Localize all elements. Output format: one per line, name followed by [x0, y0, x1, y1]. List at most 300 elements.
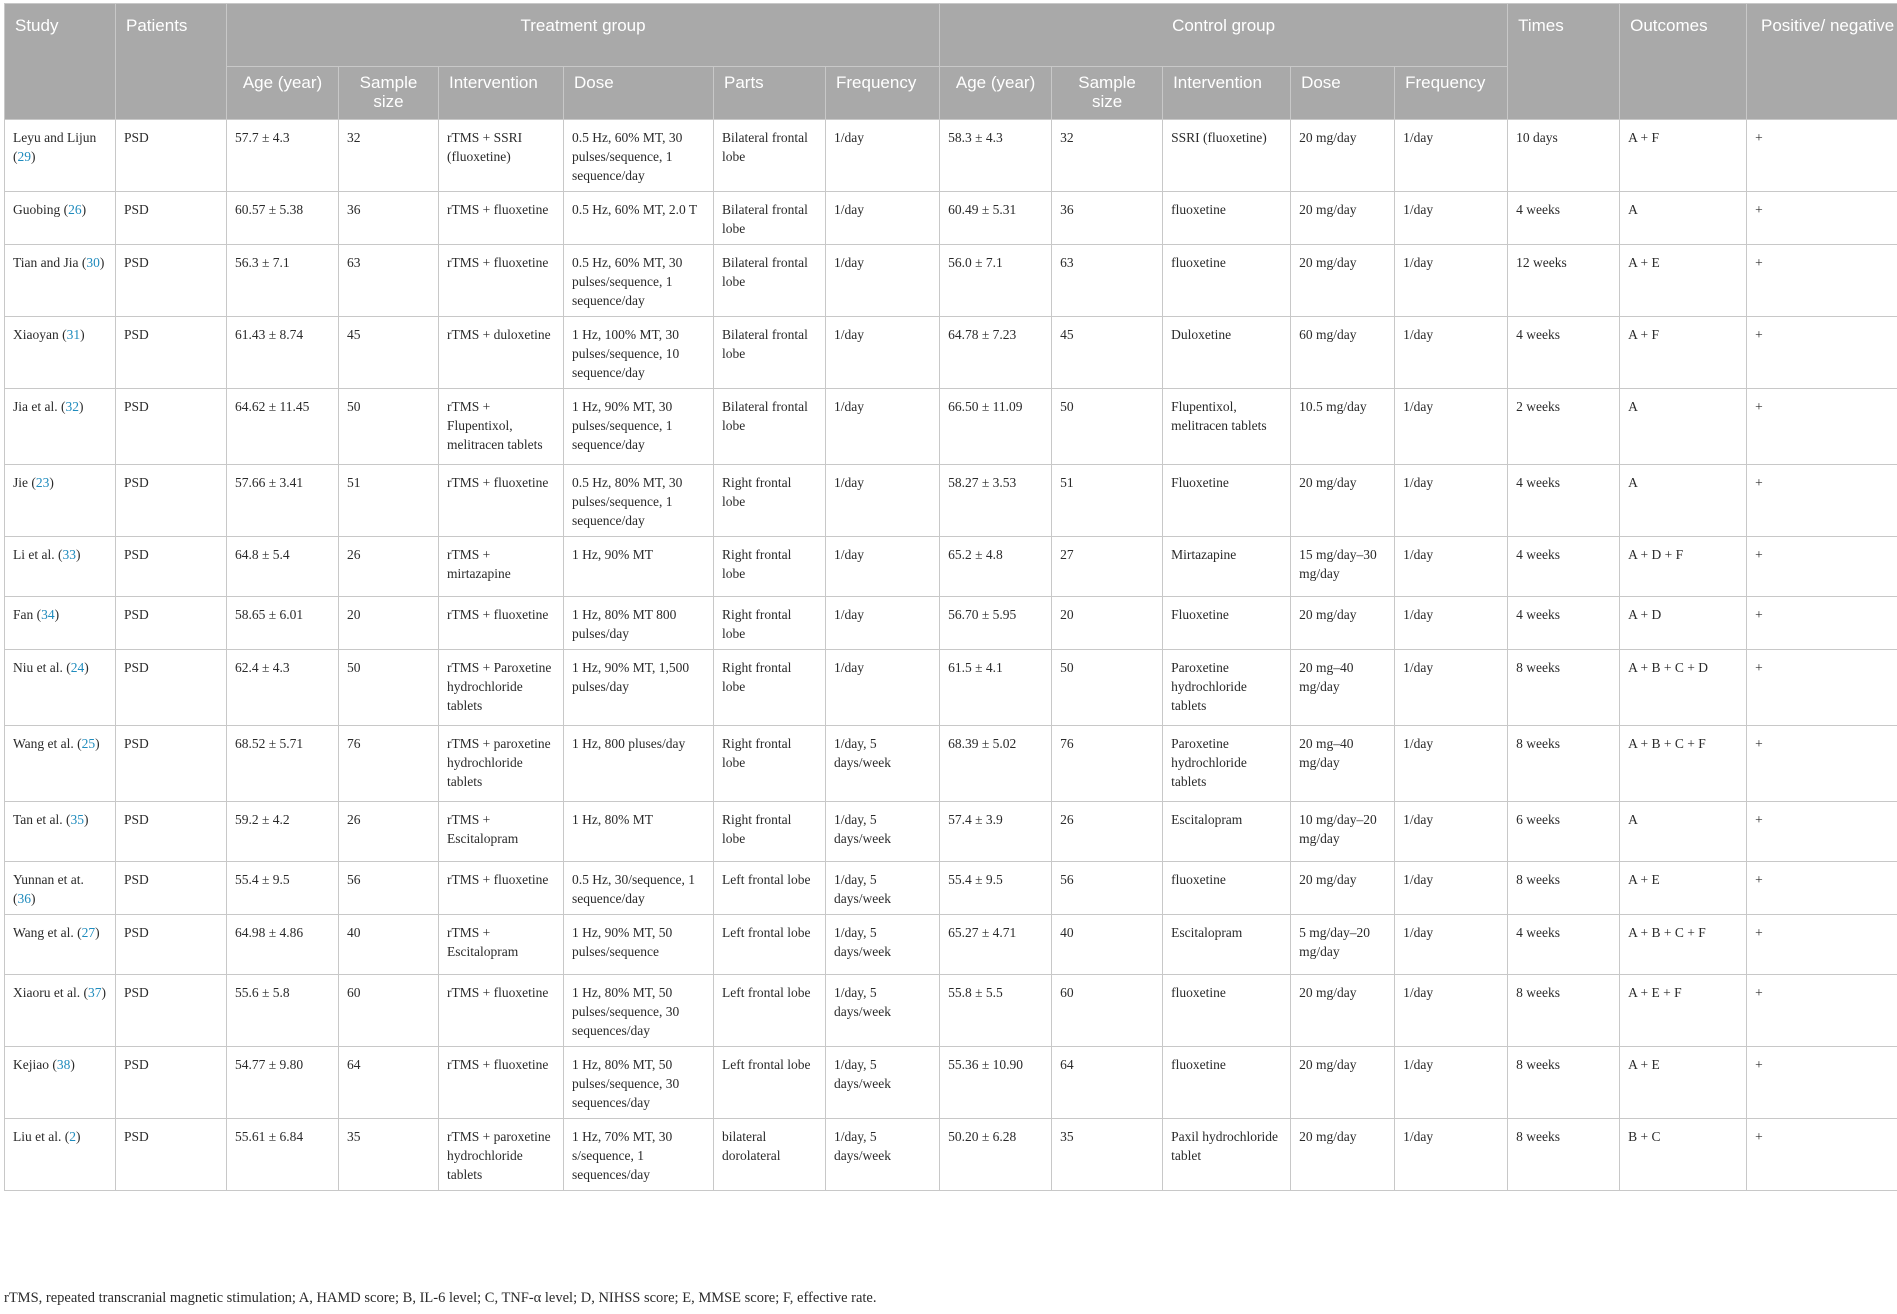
cell-treatment-parts: Left frontal lobe [714, 862, 826, 915]
cell-treatment-sample-size: 76 [339, 726, 439, 802]
cell-study [5, 245, 116, 317]
cell-control-intervention: Paroxetine hydrochloride tablets [1163, 650, 1291, 726]
cell-treatment-parts: Left frontal lobe [714, 915, 826, 975]
header-treatment-age: Age (year) [227, 67, 339, 120]
cell-positive-negative: + [1747, 120, 1897, 192]
cell-outcomes: A + B + C + D [1620, 650, 1747, 726]
cell-outcomes: A [1620, 465, 1747, 537]
studies-table [4, 3, 1897, 1191]
table-row [5, 1047, 1897, 1119]
cell-times: 8 weeks [1508, 975, 1620, 1047]
table-header [5, 4, 1897, 120]
cell-control-dose: 20 mg/day [1291, 1119, 1395, 1191]
cell-study [5, 650, 116, 726]
cell-treatment-age: 55.6 ± 5.8 [227, 975, 339, 1047]
cell-treatment-frequency: 1/day [826, 192, 940, 245]
cell-treatment-frequency: 1/day, 5 days/week [826, 1119, 940, 1191]
cell-treatment-age: 55.61 ± 6.84 [227, 1119, 339, 1191]
cell-patients: PSD [116, 537, 227, 597]
cell-times: 8 weeks [1508, 1047, 1620, 1119]
study-name: Guobing ( [13, 202, 69, 217]
cell-outcomes: A [1620, 389, 1747, 465]
cell-control-age: 61.5 ± 4.1 [940, 650, 1052, 726]
table-row [5, 537, 1897, 597]
cell-treatment-frequency: 1/day, 5 days/week [826, 1047, 940, 1119]
cell-patients: PSD [116, 975, 227, 1047]
cell-outcomes: A + E [1620, 245, 1747, 317]
cell-treatment-sample-size: 50 [339, 389, 439, 465]
cell-patients: PSD [116, 1119, 227, 1191]
cell-control-frequency: 1/day [1395, 389, 1508, 465]
cell-treatment-age: 68.52 ± 5.71 [227, 726, 339, 802]
cell-positive-negative: + [1747, 915, 1897, 975]
cell-treatment-parts: Bilateral frontal lobe [714, 389, 826, 465]
cell-times: 4 weeks [1508, 537, 1620, 597]
cell-control-age: 56.70 ± 5.95 [940, 597, 1052, 650]
table-row [5, 245, 1897, 317]
study-name: Liu et al. ( [13, 1129, 70, 1144]
cell-study [5, 317, 116, 389]
header-control-sample-size: Sample size [1052, 67, 1163, 120]
cell-control-sample-size: 26 [1052, 802, 1163, 862]
header-patients: Patients [116, 4, 227, 120]
cell-times: 2 weeks [1508, 389, 1620, 465]
cell-treatment-dose: 0.5 Hz, 30/sequence, 1 sequence/day [564, 862, 714, 915]
cell-study [5, 1119, 116, 1191]
reference-link[interactable]: 30 [86, 255, 100, 270]
table-footnote: rTMS, repeated transcranial magnetic stimulation; A, HAMD score; B, IL-6 level; C, TNF-α level; D, NIHSS score; E, MMSE score; F, effective rate. [4, 1290, 877, 1306]
study-paren-close: ) [81, 202, 87, 217]
cell-treatment-sample-size: 26 [339, 537, 439, 597]
cell-outcomes: A + B + C + F [1620, 726, 1747, 802]
cell-study [5, 975, 116, 1047]
reference-link[interactable]: 38 [56, 1057, 71, 1072]
study-name: Li et al. ( [13, 547, 63, 562]
cell-positive-negative: + [1747, 389, 1897, 465]
table-row [5, 1119, 1897, 1191]
cell-control-dose: 20 mg/day [1291, 975, 1395, 1047]
cell-treatment-parts: Right frontal lobe [714, 597, 826, 650]
cell-outcomes: A + B + C + F [1620, 915, 1747, 975]
cell-control-age: 60.49 ± 5.31 [940, 192, 1052, 245]
cell-control-intervention: SSRI (fluoxetine) [1163, 120, 1291, 192]
cell-treatment-age: 58.65 ± 6.01 [227, 597, 339, 650]
cell-treatment-age: 59.2 ± 4.2 [227, 802, 339, 862]
study-paren-close: ) [99, 255, 105, 270]
cell-control-age: 56.0 ± 7.1 [940, 245, 1052, 317]
table-row [5, 389, 1897, 465]
cell-times: 4 weeks [1508, 317, 1620, 389]
cell-treatment-parts: Right frontal lobe [714, 726, 826, 802]
table-row [5, 465, 1897, 537]
cell-control-age: 65.2 ± 4.8 [940, 537, 1052, 597]
cell-treatment-dose: 1 Hz, 80% MT [564, 802, 714, 862]
cell-times: 8 weeks [1508, 726, 1620, 802]
header-positive-negative: Positive/ negative [1747, 4, 1897, 120]
cell-outcomes: A + D + F [1620, 537, 1747, 597]
study-paren-close: ) [31, 149, 36, 164]
cell-times: 8 weeks [1508, 650, 1620, 726]
cell-treatment-dose: 1 Hz, 70% MT, 30 s/sequence, 1 sequences/day [564, 1119, 714, 1191]
cell-treatment-intervention: rTMS + paroxetine hydrochloride tablets [439, 726, 564, 802]
cell-control-age: 55.8 ± 5.5 [940, 975, 1052, 1047]
study-paren-close: ) [95, 736, 100, 751]
reference-link[interactable]: 33 [62, 547, 76, 562]
cell-control-sample-size: 40 [1052, 915, 1163, 975]
reference-link[interactable]: 25 [81, 736, 96, 751]
cell-treatment-age: 55.4 ± 9.5 [227, 862, 339, 915]
cell-control-frequency: 1/day [1395, 726, 1508, 802]
cell-control-sample-size: 51 [1052, 465, 1163, 537]
cell-times: 12 weeks [1508, 245, 1620, 317]
cell-study [5, 726, 116, 802]
cell-control-sample-size: 64 [1052, 1047, 1163, 1119]
cell-control-frequency: 1/day [1395, 465, 1508, 537]
study-paren-close: ) [80, 327, 85, 342]
cell-control-frequency: 1/day [1395, 120, 1508, 192]
cell-study [5, 597, 116, 650]
cell-treatment-dose: 1 Hz, 90% MT, 1,500 pulses/day [564, 650, 714, 726]
reference-link[interactable]: 29 [17, 149, 31, 164]
cell-treatment-sample-size: 20 [339, 597, 439, 650]
cell-outcomes: A + E [1620, 1047, 1747, 1119]
cell-treatment-age: 61.43 ± 8.74 [227, 317, 339, 389]
cell-treatment-parts: Bilateral frontal lobe [714, 245, 826, 317]
cell-treatment-frequency: 1/day, 5 days/week [826, 975, 940, 1047]
cell-control-frequency: 1/day [1395, 1047, 1508, 1119]
cell-treatment-dose: 1 Hz, 80% MT 800 pulses/day [564, 597, 714, 650]
header-treatment-sample-size: Sample size [339, 67, 439, 120]
cell-treatment-frequency: 1/day, 5 days/week [826, 915, 940, 975]
cell-treatment-frequency: 1/day [826, 389, 940, 465]
study-name: Jie ( [13, 475, 36, 490]
cell-outcomes: A + F [1620, 317, 1747, 389]
study-paren-close: ) [84, 660, 89, 675]
cell-treatment-intervention: rTMS + fluoxetine [439, 862, 564, 915]
cell-patients: PSD [116, 862, 227, 915]
cell-control-sample-size: 56 [1052, 862, 1163, 915]
cell-control-age: 50.20 ± 6.28 [940, 1119, 1052, 1191]
table-body [5, 120, 1897, 1191]
cell-treatment-age: 64.8 ± 5.4 [227, 537, 339, 597]
cell-treatment-intervention: rTMS + duloxetine [439, 317, 564, 389]
cell-control-dose: 20 mg/day [1291, 597, 1395, 650]
cell-control-sample-size: 20 [1052, 597, 1163, 650]
cell-treatment-sample-size: 36 [339, 192, 439, 245]
cell-treatment-dose: 1 Hz, 90% MT [564, 537, 714, 597]
reference-link[interactable]: 31 [66, 327, 81, 342]
cell-treatment-age: 60.57 ± 5.38 [227, 192, 339, 245]
cell-study [5, 192, 116, 245]
cell-control-frequency: 1/day [1395, 862, 1508, 915]
header-outcomes: Outcomes [1620, 4, 1747, 120]
cell-control-dose: 5 mg/day–20 mg/day [1291, 915, 1395, 975]
study-paren-close: ) [75, 547, 81, 562]
cell-treatment-sample-size: 56 [339, 862, 439, 915]
cell-control-age: 66.50 ± 11.09 [940, 389, 1052, 465]
table-row [5, 915, 1897, 975]
cell-treatment-dose: 1 Hz, 800 pluses/day [564, 726, 714, 802]
cell-positive-negative: + [1747, 862, 1897, 915]
cell-treatment-sample-size: 50 [339, 650, 439, 726]
table-row [5, 862, 1897, 915]
cell-treatment-frequency: 1/day [826, 245, 940, 317]
cell-treatment-parts: Left frontal lobe [714, 1047, 826, 1119]
cell-treatment-age: 64.62 ± 11.45 [227, 389, 339, 465]
cell-patients: PSD [116, 245, 227, 317]
header-control-dose: Dose [1291, 67, 1395, 120]
study-name: Xiaoru et al. ( [13, 985, 88, 1000]
cell-control-frequency: 1/day [1395, 1119, 1508, 1191]
cell-study [5, 1047, 116, 1119]
cell-treatment-sample-size: 32 [339, 120, 439, 192]
cell-times: 4 weeks [1508, 192, 1620, 245]
cell-treatment-parts: Bilateral frontal lobe [714, 192, 826, 245]
reference-link[interactable]: 23 [35, 475, 50, 490]
cell-control-frequency: 1/day [1395, 802, 1508, 862]
cell-patients: PSD [116, 726, 227, 802]
cell-treatment-dose: 1 Hz, 100% MT, 30 pulses/sequence, 10 sequence/day [564, 317, 714, 389]
table-row [5, 802, 1897, 862]
header-treatment-dose: Dose [564, 67, 714, 120]
cell-times: 10 days [1508, 120, 1620, 192]
cell-treatment-dose: 1 Hz, 90% MT, 30 pulses/sequence, 1 sequence/day [564, 389, 714, 465]
cell-patients: PSD [116, 802, 227, 862]
cell-treatment-age: 56.3 ± 7.1 [227, 245, 339, 317]
table-row [5, 975, 1897, 1047]
cell-control-dose: 20 mg/day [1291, 192, 1395, 245]
study-name: Xiaoyan ( [13, 327, 67, 342]
header-treatment-parts: Parts [714, 67, 826, 120]
cell-control-sample-size: 36 [1052, 192, 1163, 245]
reference-link[interactable]: 34 [41, 607, 55, 622]
cell-treatment-parts: Bilateral frontal lobe [714, 317, 826, 389]
study-paren-close: ) [31, 891, 36, 906]
cell-positive-negative: + [1747, 317, 1897, 389]
cell-positive-negative: + [1747, 802, 1897, 862]
cell-control-frequency: 1/day [1395, 650, 1508, 726]
cell-control-dose: 20 mg/day [1291, 465, 1395, 537]
cell-treatment-sample-size: 45 [339, 317, 439, 389]
cell-control-intervention: Duloxetine [1163, 317, 1291, 389]
study-paren-close: ) [78, 399, 84, 414]
cell-control-intervention: Escitalopram [1163, 915, 1291, 975]
cell-control-age: 57.4 ± 3.9 [940, 802, 1052, 862]
study-paren-close: ) [70, 1057, 75, 1072]
cell-study [5, 389, 116, 465]
cell-treatment-intervention: rTMS + mirtazapine [439, 537, 564, 597]
cell-control-sample-size: 50 [1052, 389, 1163, 465]
study-paren-close: ) [49, 475, 54, 490]
cell-treatment-sample-size: 63 [339, 245, 439, 317]
cell-control-dose: 10.5 mg/day [1291, 389, 1395, 465]
table-row [5, 726, 1897, 802]
cell-patients: PSD [116, 120, 227, 192]
cell-control-intervention: fluoxetine [1163, 862, 1291, 915]
reference-link[interactable]: 36 [17, 891, 31, 906]
reference-link[interactable]: 2 [69, 1129, 76, 1144]
cell-treatment-dose: 0.5 Hz, 60% MT, 30 pulses/sequence, 1 sequence/day [564, 120, 714, 192]
reference-link[interactable]: 32 [65, 399, 79, 414]
cell-times: 8 weeks [1508, 862, 1620, 915]
cell-treatment-intervention: rTMS + paroxetine hydrochloride tablets [439, 1119, 564, 1191]
cell-treatment-parts: Right frontal lobe [714, 537, 826, 597]
study-paren-close: ) [75, 1129, 81, 1144]
cell-positive-negative: + [1747, 975, 1897, 1047]
cell-treatment-dose: 0.5 Hz, 80% MT, 30 pulses/sequence, 1 sequence/day [564, 465, 714, 537]
cell-treatment-parts: bilateral dorolateral [714, 1119, 826, 1191]
cell-control-intervention: Fluoxetine [1163, 465, 1291, 537]
cell-outcomes: A + E + F [1620, 975, 1747, 1047]
cell-outcomes: A [1620, 802, 1747, 862]
cell-times: 4 weeks [1508, 915, 1620, 975]
cell-control-age: 64.78 ± 7.23 [940, 317, 1052, 389]
header-treatment-intervention: Intervention [439, 67, 564, 120]
study-paren-close: ) [95, 925, 100, 940]
cell-times: 4 weeks [1508, 597, 1620, 650]
cell-treatment-age: 57.66 ± 3.41 [227, 465, 339, 537]
cell-treatment-dose: 1 Hz, 90% MT, 50 pulses/sequence [564, 915, 714, 975]
cell-control-sample-size: 76 [1052, 726, 1163, 802]
cell-treatment-dose: 0.5 Hz, 60% MT, 30 pulses/sequence, 1 sequence/day [564, 245, 714, 317]
table-row [5, 597, 1897, 650]
cell-positive-negative: + [1747, 192, 1897, 245]
reference-link[interactable]: 27 [81, 925, 96, 940]
cell-patients: PSD [116, 1047, 227, 1119]
study-name: Wang et al. ( [13, 736, 82, 751]
cell-control-sample-size: 32 [1052, 120, 1163, 192]
cell-times: 4 weeks [1508, 465, 1620, 537]
cell-study [5, 915, 116, 975]
cell-control-intervention: Fluoxetine [1163, 597, 1291, 650]
cell-treatment-frequency: 1/day, 5 days/week [826, 726, 940, 802]
cell-control-intervention: fluoxetine [1163, 192, 1291, 245]
cell-outcomes: A + D [1620, 597, 1747, 650]
cell-treatment-frequency: 1/day [826, 537, 940, 597]
cell-control-dose: 15 mg/day–30 mg/day [1291, 537, 1395, 597]
cell-treatment-dose: 1 Hz, 80% MT, 50 pulses/sequence, 30 sequences/day [564, 1047, 714, 1119]
cell-control-intervention: Mirtazapine [1163, 537, 1291, 597]
cell-treatment-intervention: rTMS + fluoxetine [439, 975, 564, 1047]
cell-positive-negative: + [1747, 465, 1897, 537]
cell-control-dose: 20 mg/day [1291, 245, 1395, 317]
cell-positive-negative: + [1747, 597, 1897, 650]
study-name: Yunnan et at. ( [13, 872, 84, 906]
cell-patients: PSD [116, 597, 227, 650]
reference-link[interactable]: 37 [87, 985, 102, 1000]
reference-link[interactable]: 35 [70, 812, 85, 827]
cell-control-dose: 60 mg/day [1291, 317, 1395, 389]
cell-treatment-sample-size: 64 [339, 1047, 439, 1119]
cell-treatment-frequency: 1/day [826, 650, 940, 726]
header-control-intervention: Intervention [1163, 67, 1291, 120]
cell-control-dose: 20 mg/day [1291, 1047, 1395, 1119]
header-times: Times [1508, 4, 1620, 120]
cell-treatment-sample-size: 51 [339, 465, 439, 537]
cell-treatment-age: 62.4 ± 4.3 [227, 650, 339, 726]
cell-control-sample-size: 35 [1052, 1119, 1163, 1191]
cell-control-age: 58.3 ± 4.3 [940, 120, 1052, 192]
study-name: Jia et al. ( [13, 399, 66, 414]
cell-control-sample-size: 60 [1052, 975, 1163, 1047]
table-row [5, 650, 1897, 726]
cell-control-sample-size: 27 [1052, 537, 1163, 597]
cell-treatment-dose: 1 Hz, 80% MT, 50 pulses/sequence, 30 sequences/day [564, 975, 714, 1047]
cell-control-age: 65.27 ± 4.71 [940, 915, 1052, 975]
cell-treatment-frequency: 1/day [826, 317, 940, 389]
cell-treatment-intervention: rTMS + SSRI (fluoxetine) [439, 120, 564, 192]
cell-control-frequency: 1/day [1395, 317, 1508, 389]
study-name: Leyu and Lijun ( [13, 130, 97, 164]
study-name: Niu et al. ( [13, 660, 71, 675]
cell-times: 6 weeks [1508, 802, 1620, 862]
header-treatment-frequency: Frequency [826, 67, 940, 120]
study-name: Fan ( [13, 607, 42, 622]
study-paren-close: ) [54, 607, 60, 622]
cell-treatment-intervention: rTMS + Flupentixol, melitracen tablets [439, 389, 564, 465]
study-paren-close: ) [84, 812, 89, 827]
cell-outcomes: A + F [1620, 120, 1747, 192]
cell-times: 8 weeks [1508, 1119, 1620, 1191]
header-treatment-group: Treatment group [227, 4, 940, 67]
table-row [5, 120, 1897, 192]
cell-patients: PSD [116, 650, 227, 726]
cell-control-sample-size: 50 [1052, 650, 1163, 726]
cell-control-frequency: 1/day [1395, 245, 1508, 317]
cell-treatment-sample-size: 26 [339, 802, 439, 862]
cell-treatment-intervention: rTMS + fluoxetine [439, 192, 564, 245]
cell-treatment-sample-size: 40 [339, 915, 439, 975]
cell-treatment-frequency: 1/day, 5 days/week [826, 862, 940, 915]
cell-control-intervention: Escitalopram [1163, 802, 1291, 862]
cell-control-age: 58.27 ± 3.53 [940, 465, 1052, 537]
cell-treatment-frequency: 1/day [826, 120, 940, 192]
cell-positive-negative: + [1747, 245, 1897, 317]
reference-link[interactable]: 24 [70, 660, 85, 675]
reference-link[interactable]: 26 [68, 202, 82, 217]
cell-patients: PSD [116, 465, 227, 537]
cell-control-frequency: 1/day [1395, 537, 1508, 597]
cell-outcomes: A [1620, 192, 1747, 245]
study-paren-close: ) [101, 985, 106, 1000]
cell-control-dose: 20 mg/day [1291, 862, 1395, 915]
cell-treatment-intervention: rTMS + Escitalopram [439, 802, 564, 862]
cell-positive-negative: + [1747, 1119, 1897, 1191]
cell-treatment-sample-size: 60 [339, 975, 439, 1047]
cell-study [5, 537, 116, 597]
cell-patients: PSD [116, 389, 227, 465]
cell-treatment-parts: Right frontal lobe [714, 650, 826, 726]
cell-control-intervention: fluoxetine [1163, 1047, 1291, 1119]
cell-treatment-parts: Right frontal lobe [714, 465, 826, 537]
cell-patients: PSD [116, 915, 227, 975]
cell-treatment-intervention: rTMS + Escitalopram [439, 915, 564, 975]
study-name: Tan et al. ( [13, 812, 71, 827]
cell-study [5, 802, 116, 862]
cell-control-intervention: Flupentixol, melitracen tablets [1163, 389, 1291, 465]
cell-positive-negative: + [1747, 650, 1897, 726]
cell-treatment-parts: Right frontal lobe [714, 802, 826, 862]
cell-control-sample-size: 63 [1052, 245, 1163, 317]
cell-treatment-dose: 0.5 Hz, 60% MT, 2.0 T [564, 192, 714, 245]
cell-treatment-age: 54.77 ± 9.80 [227, 1047, 339, 1119]
cell-control-age: 55.4 ± 9.5 [940, 862, 1052, 915]
cell-study [5, 120, 116, 192]
cell-treatment-parts: Bilateral frontal lobe [714, 120, 826, 192]
cell-control-intervention: Paroxetine hydrochloride tablets [1163, 726, 1291, 802]
study-name: Wang et al. ( [13, 925, 82, 940]
cell-control-intervention: Paxil hydrochloride tablet [1163, 1119, 1291, 1191]
